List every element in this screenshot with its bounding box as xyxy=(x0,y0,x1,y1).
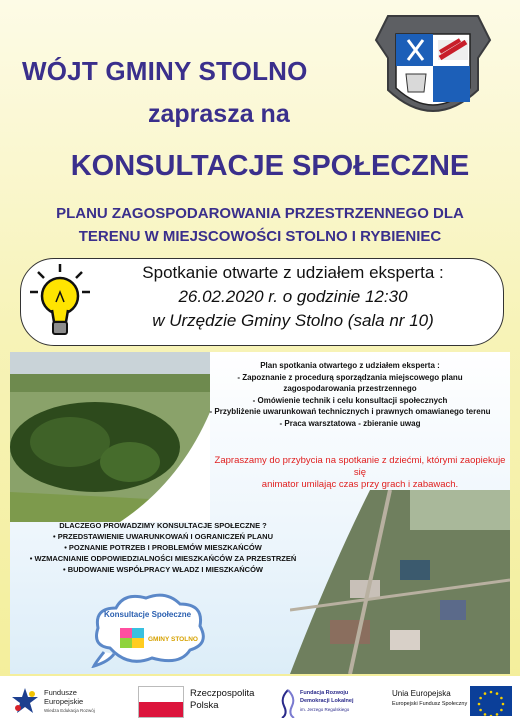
unia-europejska xyxy=(392,688,467,710)
aerial-photo-forest xyxy=(10,352,210,522)
subtitle-line1: PLANU ZAGOSPODAROWANIA PRZESTRZENNEGO DLA xyxy=(56,205,464,222)
meeting-line3: w Urzędzie Gminy Stolno (sala nr 10) xyxy=(152,311,434,330)
why-list xyxy=(18,520,308,575)
meeting-box xyxy=(20,258,504,346)
fe-line1: Fundusze xyxy=(44,688,77,697)
why-item: • PRZEDSTAWIENIE UWARUNKOWAŃ I OGRANICZEŃ PLANU xyxy=(53,532,273,541)
rzeczpospolita-polska xyxy=(190,688,254,712)
why-item: • WZMACNIANIE ODPOWIEDZIALNOŚCI MIESZKAŃCÓW ZA PRZESTRZEŃ xyxy=(29,554,297,563)
polish-flag-icon xyxy=(138,686,184,718)
cloud-line1: Konsultacje Społeczne xyxy=(104,610,192,619)
header-line2: zaprasza na xyxy=(148,100,290,128)
invite-line1: Zapraszamy do przybycia na spotkanie z dziećmi, którymi zaopiekuje się xyxy=(214,455,506,478)
invite-text xyxy=(210,455,510,491)
subtitle xyxy=(20,202,500,248)
ue-line2: Europejski Fundusz Społeczny xyxy=(392,701,468,707)
meeting-plan xyxy=(200,360,500,429)
plan-heading: Plan spotkania otwartego z udziałem eksperta : xyxy=(260,361,440,370)
rp-line2: Polska xyxy=(190,700,219,711)
plan-item: - Praca warsztatowa - zbieranie uwag xyxy=(279,418,421,428)
plan-item: - Zapoznanie z procedurą sporządzania miejscowego planu xyxy=(237,372,463,382)
fund-line1: Fundacja Rozwoju xyxy=(300,690,349,696)
coat-of-arms-icon xyxy=(368,10,498,130)
fundusze-europejskie-logo xyxy=(10,684,130,720)
consultation-logo xyxy=(90,588,210,668)
aerial-photo-village xyxy=(290,490,510,674)
fundacja-icon xyxy=(278,688,298,718)
ue-line1: Unia Europejska xyxy=(392,689,451,698)
title: KONSULTACJE SPOŁECZNE xyxy=(70,150,470,182)
rp-line1: Rzeczpospolita xyxy=(190,688,255,699)
why-item: • POZNANIE POTRZEB I PROBLEMÓW MIESZKAŃCÓW xyxy=(64,543,262,552)
cloud-icon xyxy=(90,588,210,668)
fe-stars-icon xyxy=(10,686,40,716)
fe-line2: Europejskie xyxy=(44,697,84,706)
invite-line2: animator umilając czas przy grach i zabawach. xyxy=(261,479,459,490)
plan-item: - Przybliżenie uwarunkowań technicznych i prawnych omawianego terenu xyxy=(209,407,491,416)
why-heading: DLACZEGO PROWADZIMY KONSULTACJE SPOŁECZNE ? xyxy=(59,521,267,530)
subtitle-line2: TERENU W MIEJSCOWOŚCI STOLNO I RYBIENIEC xyxy=(78,228,442,245)
plan-item: - Omówienie technik i celu konsultacji społecznych xyxy=(252,395,448,405)
fundacja-logo xyxy=(278,688,388,720)
plan-item: zagospodarowania przestrzennego xyxy=(283,384,417,393)
cloud-line2: GMINY STOLNO xyxy=(148,636,198,643)
eu-flag-icon xyxy=(470,686,512,716)
fe-line3: Wiedza Edukacja Rozwój xyxy=(44,708,95,713)
fund-line2: Demokracji Lokalnej xyxy=(300,698,354,704)
fund-line3: im. Jerzego Regulskiego xyxy=(300,707,350,712)
why-item: • BUDOWANIE WSPÓŁPRACY WŁADZ I MIESZKAŃCÓW xyxy=(63,565,263,574)
header-line1: WÓJT GMINY STOLNO xyxy=(22,56,308,86)
meeting-line1: Spotkanie otwarte z udziałem eksperta : xyxy=(142,263,444,282)
lightbulb-icon xyxy=(28,262,92,342)
meeting-line2: 26.02.2020 r. o godzinie 12:30 xyxy=(178,287,408,306)
